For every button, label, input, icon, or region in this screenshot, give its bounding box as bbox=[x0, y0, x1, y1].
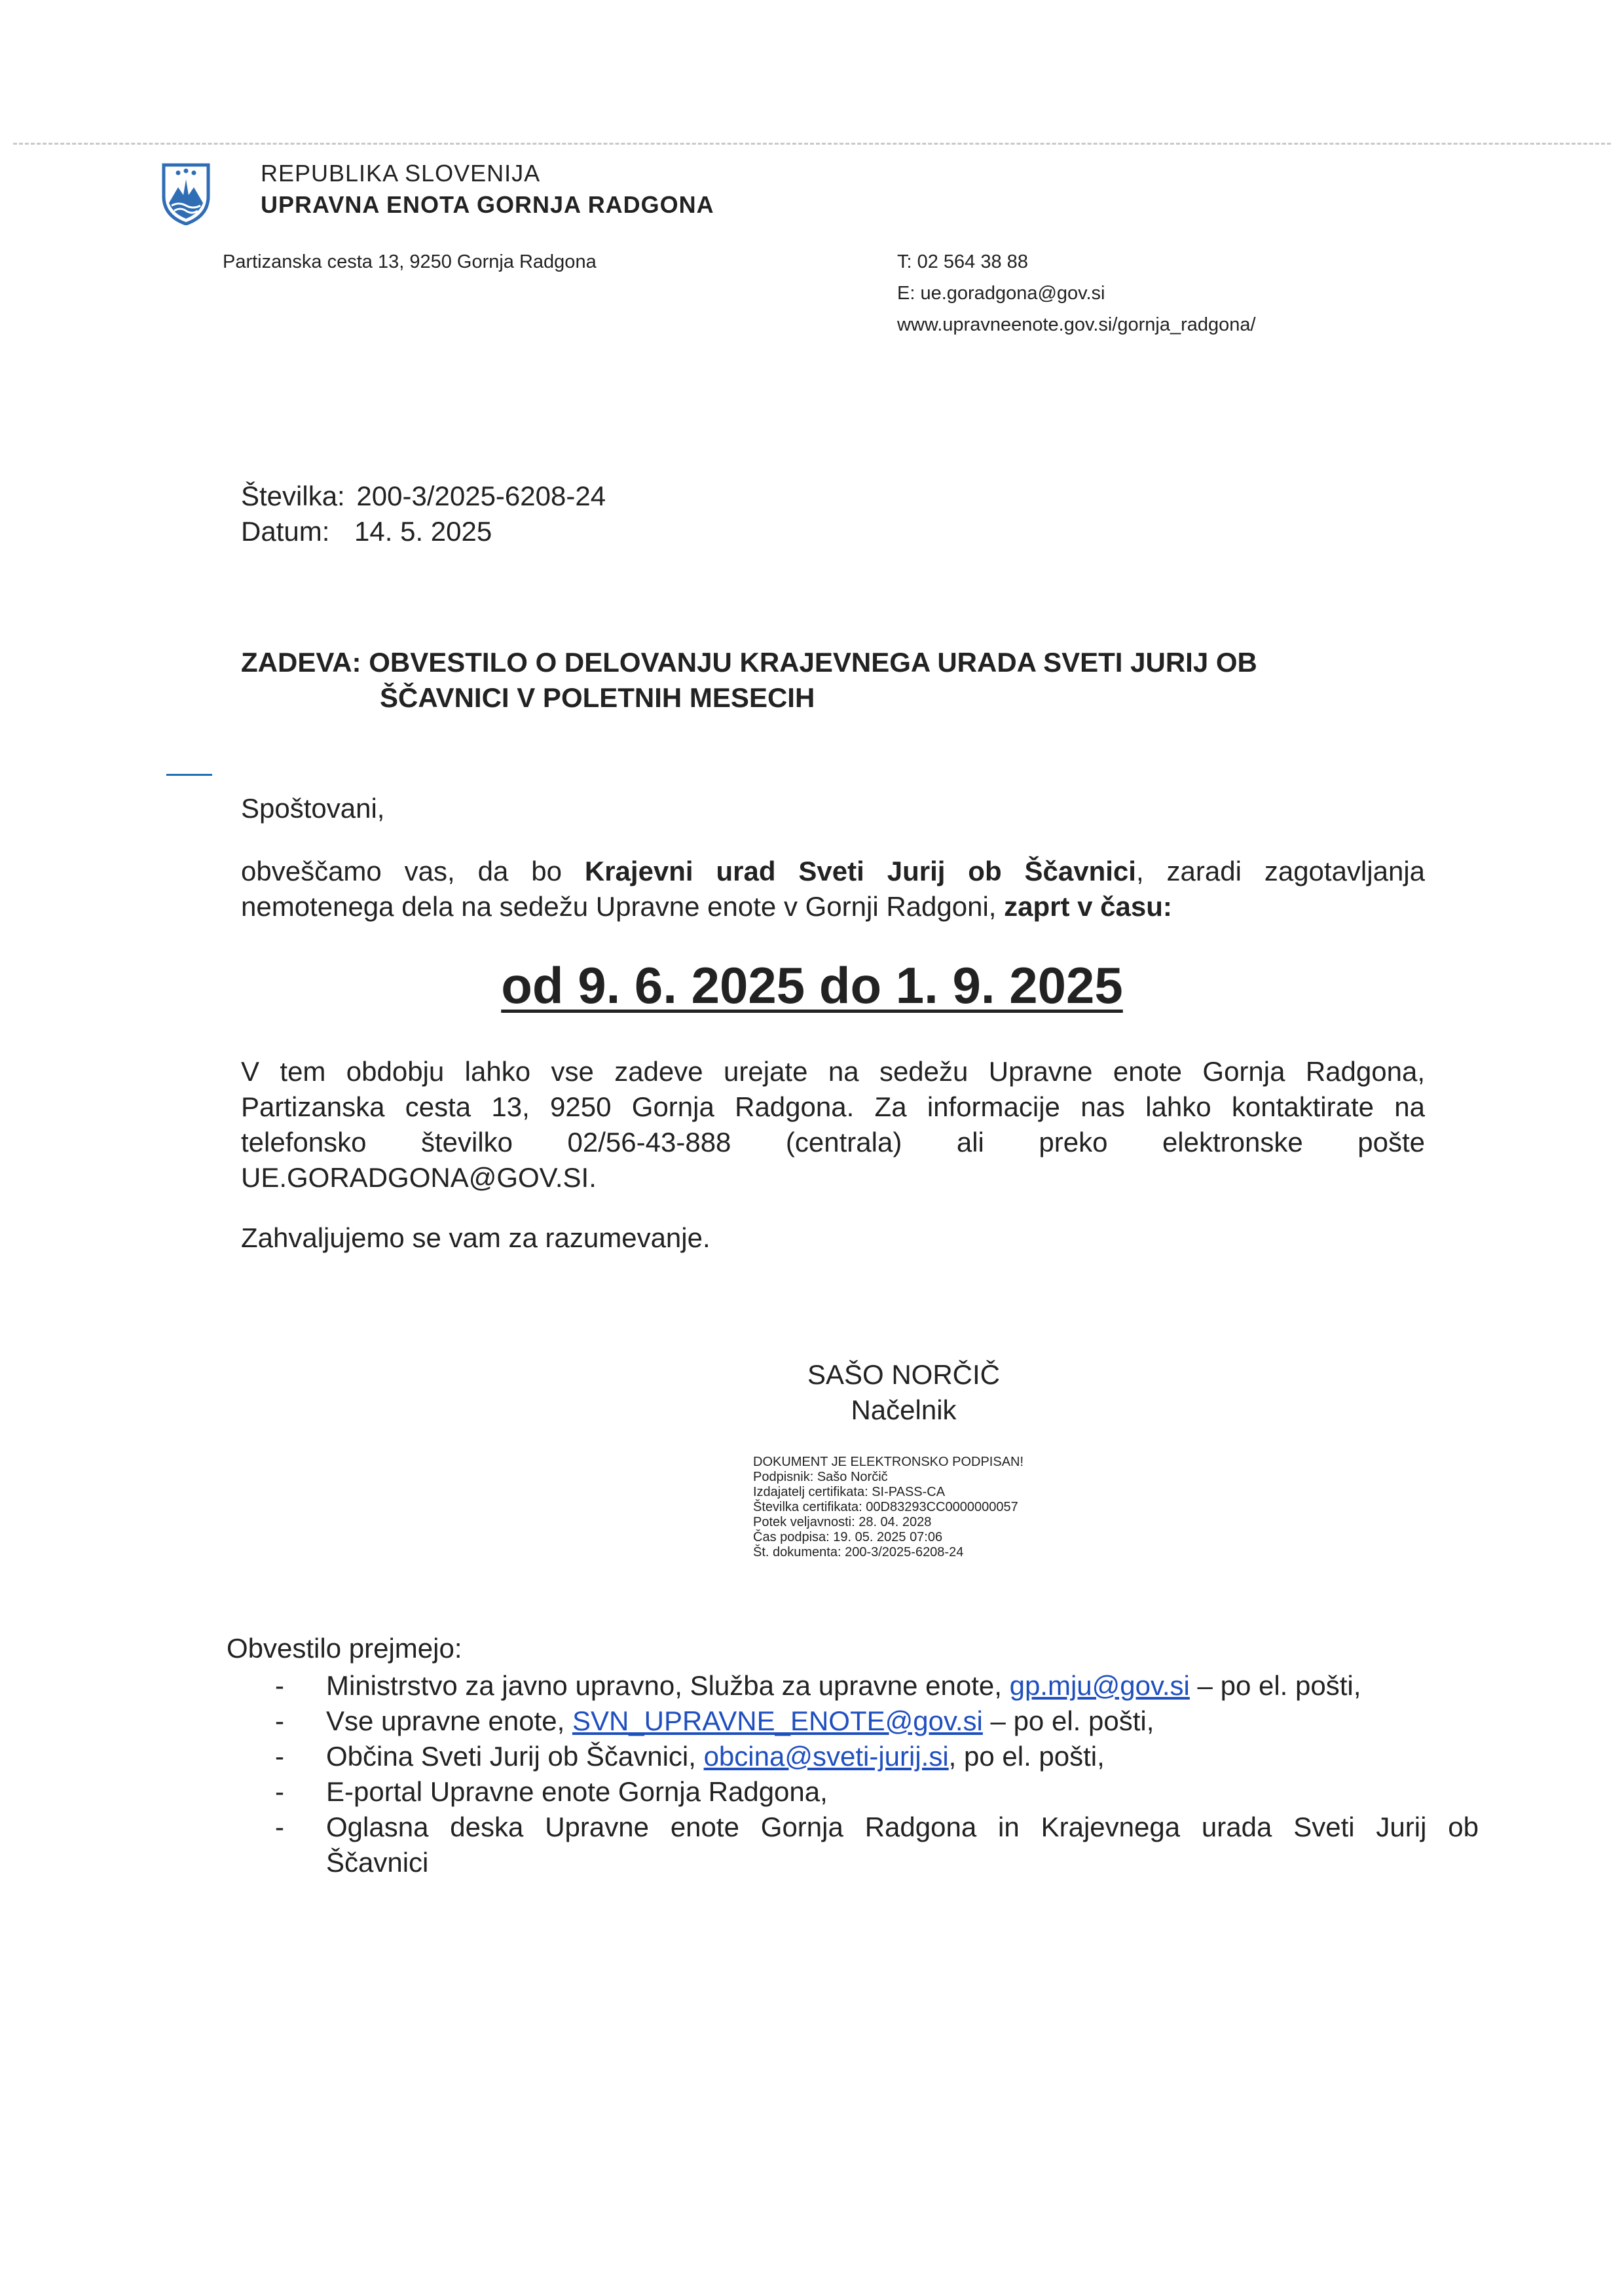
reference-date-label: Datum: bbox=[241, 516, 330, 547]
recipient-text: Občina Sveti Jurij ob Ščavnici, bbox=[326, 1741, 704, 1772]
reference-date-value: 14. 5. 2025 bbox=[354, 516, 492, 547]
p1-closed-label: zaprt v času: bbox=[1004, 891, 1172, 922]
p1-office-name: Krajevni urad Sveti Jurij ob Ščavnici bbox=[584, 856, 1136, 886]
recipient-text: Ministrstvo za javno upravno, Služba za upravne enote, bbox=[326, 1670, 1010, 1701]
signer-name: SAŠO NORČIČ bbox=[807, 1359, 1001, 1390]
office-name: UPRAVNA ENOTA GORNJA RADGONA bbox=[261, 191, 714, 218]
signer-title: Načelnik bbox=[851, 1394, 957, 1425]
paragraph-1 bbox=[241, 854, 1425, 924]
paragraph-2-line-4: UE.GORADGONA@GOV.SI. bbox=[241, 1162, 597, 1193]
paragraph-1-line-2 bbox=[241, 889, 1425, 924]
subject-text-1: OBVESTILO O DELOVANJU KRAJEVNEGA URADA SVETI JURIJ OB bbox=[369, 647, 1257, 678]
office-email: E: ue.goradgona@gov.si bbox=[897, 283, 1105, 304]
esig-line: Izdajatelj certifikata: SI-PASS-CA bbox=[753, 1485, 946, 1499]
subject-label: ZADEVA: bbox=[241, 647, 361, 678]
p1-text-d: nemotenega dela na sedežu Upravne enote v Gornji Radgoni, bbox=[241, 891, 1005, 922]
esig-line: Čas podpisa: 19. 05. 2025 07:06 bbox=[753, 1530, 943, 1544]
recipient-text: E-portal Upravne enote Gornja Radgona, bbox=[326, 1776, 828, 1807]
paragraph-2 bbox=[241, 1054, 1425, 1195]
esig-line: Št. dokumenta: 200-3/2025-6208-24 bbox=[753, 1545, 964, 1559]
paragraph-1-line-1 bbox=[241, 854, 1425, 889]
coat-of-arms-icon bbox=[160, 162, 212, 225]
reference-date bbox=[241, 516, 492, 547]
paragraph-2-line-2: Partizanska cesta 13, 9250 Gornja Radgona. Za informacije nas lahko kontaktirate na bbox=[241, 1091, 1425, 1122]
thanks: Zahvaljujemo se vam za razumevanje. bbox=[241, 1222, 710, 1253]
office-address: Partizanska cesta 13, 9250 Gornja Radgona bbox=[223, 251, 597, 272]
greeting: Spoštovani, bbox=[241, 793, 385, 824]
paragraph-2-line-3: telefonsko številko 02/56-43-888 (centrala) ali preko elektronske pošte bbox=[241, 1127, 1425, 1157]
country-name: REPUBLIKA SLOVENIJA bbox=[261, 160, 541, 187]
paragraph-2-line-1: V tem obdobju lahko vse zadeve urejate na sedežu Upravne enote Gornja Radgona, bbox=[241, 1056, 1425, 1087]
electronic-signature-block bbox=[753, 1455, 1024, 1560]
esig-line: Podpisnik: Sašo Norčič bbox=[753, 1470, 888, 1484]
closure-period-text: od 9. 6. 2025 do 1. 9. 2025 bbox=[501, 957, 1123, 1014]
recipient-text: Vse upravne enote, bbox=[326, 1705, 572, 1736]
recipient-suffix: – po el. pošti, bbox=[1189, 1670, 1361, 1701]
office-phone: T: 02 564 38 88 bbox=[897, 251, 1028, 272]
list-dash: - bbox=[275, 1705, 284, 1736]
reference-number-value: 200-3/2025-6208-24 bbox=[356, 481, 606, 511]
email-link[interactable]: SVN_UPRAVNE_ENOTE@gov.si bbox=[572, 1705, 983, 1736]
scan-artifact-line bbox=[13, 143, 1611, 145]
reference-number bbox=[241, 481, 606, 512]
reference-number-label: Številka: bbox=[241, 481, 345, 511]
p1-text-c: , zaradi zagotavljanja bbox=[1135, 856, 1426, 886]
recipient-suffix: – po el. pošti, bbox=[982, 1705, 1154, 1736]
recipient-text-line-1: Oglasna deska Upravne enote Gornja Radgona in Krajevnega urada Sveti Jurij ob bbox=[326, 1812, 1479, 1842]
esig-line: Potek veljavnosti: 28. 04. 2028 bbox=[753, 1515, 932, 1529]
recipients-title: Obvestilo prejmejo: bbox=[227, 1633, 462, 1664]
list-dash: - bbox=[275, 1670, 284, 1701]
recipient-suffix: , po el. pošti, bbox=[948, 1741, 1105, 1772]
fold-mark bbox=[166, 774, 212, 776]
esig-line: DOKUMENT JE ELEKTRONSKO PODPISAN! bbox=[753, 1455, 1024, 1469]
list-dash: - bbox=[275, 1741, 284, 1772]
closure-period bbox=[0, 956, 1624, 1015]
subject-line-1 bbox=[241, 647, 1257, 678]
subject-text-2: ŠČAVNICI V POLETNIH MESECIH bbox=[380, 682, 815, 713]
list-dash: - bbox=[275, 1776, 284, 1807]
recipient-text-line-2: Ščavnici bbox=[326, 1847, 429, 1878]
list-dash: - bbox=[275, 1812, 284, 1842]
esig-line: Številka certifikata: 00D83293CC0000000057 bbox=[753, 1500, 1018, 1514]
p1-text-a: obveščamo vas, da bo bbox=[241, 856, 585, 886]
email-link[interactable]: gp.mju@gov.si bbox=[1009, 1670, 1190, 1701]
email-link[interactable]: obcina@sveti-jurij.si bbox=[703, 1741, 949, 1772]
office-website: www.upravneenote.gov.si/gornja_radgona/ bbox=[897, 314, 1256, 335]
